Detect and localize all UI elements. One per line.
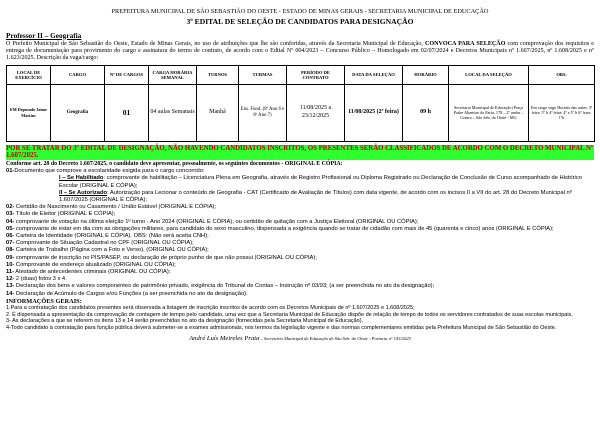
cell-carga: 04 aulas Semanais bbox=[149, 84, 197, 141]
doc-item: 01-Documento que comprove a escolaridade exigida para o cargo concorrido: bbox=[6, 168, 205, 175]
col-header-periodo: PERÍODO DE CONTRATO bbox=[287, 65, 345, 84]
intro-paragraph bbox=[6, 41, 594, 63]
doc-item: 06- Carteira de Identidade (ORIGINAL E CÓPIA). OBS: (Não será aceita CNH); bbox=[6, 232, 209, 239]
doc-item: 05- comprovante de estar em dia com as obrigações militares, para candidato do sexo masculino, dispensada a exigência quando se tratar de cidadão com mais de 45 (quarenta e cinco) anos (ORIGINAL E CÓPIA); bbox=[6, 225, 554, 232]
doc-item: 11- Atestado de antecedentes criminais (ORIGINAL OU CÓPIA); bbox=[6, 268, 171, 275]
doc-item: 03- Título de Eleitor (ORIGINAL E CÓPIA); bbox=[6, 211, 116, 218]
vacancy-table bbox=[6, 65, 595, 142]
col-header-turnos: TURNOS bbox=[197, 65, 239, 84]
doc-item: 08- Carteira de Trabalho (Página com a Foto e Verso), (ORIGINAL OU CÓPIA); bbox=[6, 247, 209, 254]
edital-page bbox=[6, 0, 594, 343]
doc-item: 12- 2 (duas) fotos 3 x 4. bbox=[6, 276, 67, 283]
cell-local-selecao: Secretaria Municipal de Educação (Praça Padre Altamiro de Faria, 178 – 2º andar – Centro – São Seb. do Oeste - MG bbox=[449, 84, 529, 141]
info-item: 3- As declarações a que se referem os itens 13 e 14 serão preenchidas no ato da designação (fornecidas pela Secretaria Municipal de Educação). bbox=[6, 318, 364, 325]
signature-role: – Secretário Municipal de Educação de São Seb. do Oeste - Portaria nº 143/2025 bbox=[259, 336, 411, 342]
col-header-local-selecao: LOCAL DA SELEÇÃO bbox=[449, 65, 529, 84]
warning-banner: POR SE TRATAR DO 3º EDITAL DE DESIGNAÇÃO, NÃO HAVENDO CANDIDATOS INSCRITOS, OS PRESENTES SERÃO CLASSIFICADOS DE ACORDO COM O DECRETO MUNICIPAL Nº 1.607/2025. bbox=[6, 144, 594, 160]
cell-cargo: Geografia bbox=[51, 84, 105, 141]
cell-horario: 09 h bbox=[403, 84, 449, 141]
signature-name: André Luís Meireles Prata bbox=[189, 335, 260, 343]
doc-item: 07- Comprovante de Situação Cadastral no CPF (ORIGINAL OU CÓPIA); bbox=[6, 240, 194, 247]
header-line: PREFEITURA MUNICIPAL DE SÃO SEBASTIÃO DO OESTE - ESTADO DE MINAS GERAIS - SECRETARIA MUNICIPAL DE EDUCAÇÃO bbox=[111, 8, 489, 15]
doc-item: 10- Comprovante de endereço atualizado (ORIGINAL OU CÓPIA); bbox=[6, 261, 176, 268]
info-item: 4-Todo candidato à contratação para função pública deverá submeter-se a exames admissionais, nos termos da legislação vigente e das normas complementares emitidas pela Prefeitura Municipal de São Sebastião do Oeste. bbox=[6, 324, 557, 331]
col-header-turmas: TURMAS bbox=[239, 65, 287, 84]
info-title: INFORMAÇÕES GERAIS: bbox=[6, 297, 82, 305]
col-header-data: DATA DA SELEÇÃO bbox=[345, 65, 403, 84]
doc-item: 04- comprovante de votação na última eleição 1º turno - Ano 2024 (ORIGINAL E CÓPIA), ou certidão de quitação com a Justiça Eleitoral (ORIGINAL OU CÓPIA); bbox=[6, 218, 419, 225]
intro-text-2: com comprovação dos requisitos e entrega de documentação para provimento do cargo e assinatura do termo de contrato, de acordo com o Edital Nº 004/2023 – Concurso Público – Homologado em 02/07/2024 e Decretos Municipais nº 1.607/2025, nº 1.608/2025 e nº 1.623/2025. Descrição da vaga/cargo: bbox=[6, 40, 594, 62]
cell-data: 11/08/2025 (2ª feira) bbox=[345, 84, 403, 141]
info-item: 2. É dispensada a apresentação da comprovação de contagem de tempo pelo candidato, uma vez que a Secretaria Municipal de Educação dispõe de relação de tempo de todos os servidores contratados de suas escolas municipais. bbox=[6, 311, 573, 318]
col-header-horario: HORÁRIO bbox=[403, 65, 449, 84]
col-header-obs: OBS. bbox=[529, 65, 595, 84]
intro-bold: CONVOCA PARA SELEÇÃO bbox=[425, 40, 506, 47]
cell-turno: Manhã bbox=[197, 84, 239, 141]
cell-turmas: Ens. Fund. (8º Ano 6 e 8º Ano 7) bbox=[239, 84, 287, 141]
edital-title: 3º EDITAL DE SELEÇÃO DE CANDIDATOS PARA DESIGNAÇÃO bbox=[186, 16, 414, 26]
doc-item: 13- Declaração dos bens e valores componentes do patrimônio privado, exigência do Tribunal de Contas – Instrução nº 03/93; (a ser preenchida no ato da designação); bbox=[6, 283, 435, 290]
col-header-carga: CARGA HORÁRIA SEMANAL bbox=[149, 65, 197, 84]
signature bbox=[6, 335, 594, 343]
cell-local: EM Deputado Jaime Martins bbox=[7, 84, 51, 141]
col-header-cargo: CARGO bbox=[51, 65, 105, 84]
col-header-local: LOCAL DE EXERCÍCIO bbox=[7, 65, 51, 84]
doc-subitem-habilitado: I – Se Habilitado: comprovante de habilitação – Licenciatura Plena em Geografia, através de Registro Profissional ou Diploma Registrado ou Declaração de Conclusão de Curso acompanhado de Histórico Escolar (ORIGINAL E CÓPIA); bbox=[59, 175, 582, 189]
section-title: Professor II – Geografia bbox=[6, 30, 82, 40]
doc-item: 02- Certidão de Nascimento ou Casamento / União Estável (ORIGINAL E CÓPIA); bbox=[6, 204, 217, 211]
cell-periodo: 11/08/2025 a 23/12/2025 bbox=[287, 84, 345, 141]
conforme-text: Conforme art. 28 do Decreto 1.607/2025, o candidato deve apresentar, pessoalmente, os seguintes documentos - ORIGINAL E CÓPIA: bbox=[6, 160, 343, 167]
col-header-num: Nº DE CARGOS bbox=[105, 65, 149, 84]
doc-subitem-autorizado: II – Se Autorizado: Autorização para Lecionar o conteúdo de Geografia - CAT (Certificado de Avaliação de Títulos) com data vigente, de acordo com os incisos II a VII do art. 28 do Decreto Municipal nº 1.607/2025 (ORIGINAL E CÓPIA); bbox=[59, 189, 572, 203]
table-row bbox=[7, 84, 595, 141]
doc-item: 14- Declaração de Acúmulo de Cargos e/ou Funções (a ser preenchida no ato da designação). bbox=[6, 290, 248, 297]
table-header-row bbox=[7, 65, 595, 84]
cell-obs: Em cargo vago Horário das aulas: 3ª feira: 5º h 4ª feira: 4º e 5º h 6ª feira: 1ºh bbox=[529, 84, 595, 141]
cell-num: 01 bbox=[105, 84, 149, 141]
info-item: 1.Para a contratação dos candidatos presentes será observada a listagem de inscrição inscritos de acordo com os Decretos Municipais de nº 1.607/2025 e 1.608/2025; bbox=[6, 305, 415, 312]
doc-item: 09- comprovante de inscrição no PIS/PASEP, ou declaração de próprio punho de que não possui (ORIGINAL OU CÓPIA); bbox=[6, 254, 317, 261]
intro-text-1: O Prefeito Municipal de São Sebastião do Oeste, Estado de Minas Gerais, no uso de atribuições que lhe são conferidas, através da Secretaria Municipal de Educação, bbox=[6, 40, 426, 47]
